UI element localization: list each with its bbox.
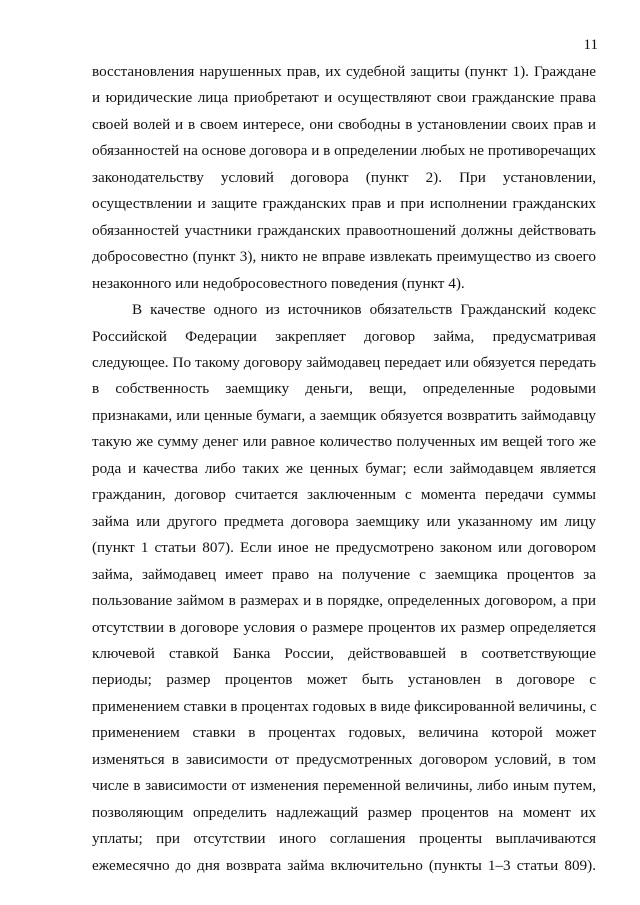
body-text bbox=[92, 59, 596, 879]
text-line: законодательству условий договора (пункт 2). При установлении, bbox=[92, 168, 596, 186]
text-line: добросовестно (пункт 3), никто не вправе извлекать преимущество из своего bbox=[92, 248, 596, 266]
text-line: следующее. По такому договору займодавец передает или обязуется передать bbox=[92, 353, 596, 371]
text-line: (пункт 1 статьи 807). Если иное не предусмотрено законом или договором bbox=[92, 539, 596, 557]
text-line: изменяться в зависимости от предусмотренных договором условий, в том bbox=[92, 750, 596, 768]
text-line: периоды; размер процентов может быть установлен в договоре с bbox=[92, 671, 596, 689]
text-line: уплаты; при отсутствии иного соглашения проценты выплачиваются bbox=[92, 830, 596, 848]
page-number: 11 bbox=[583, 37, 598, 53]
text-line: незаконного или недобросовестного поведения (пункт 4). bbox=[92, 274, 465, 292]
text-line: ключевой ставкой Банка России, действовавшей в соответствующие bbox=[92, 644, 596, 662]
text-line: займа или другого предмета договора заемщику или указанному им лицу bbox=[92, 512, 596, 530]
text-line: пользование займом в размерах и в порядке, определенных договором, а при bbox=[92, 592, 596, 610]
text-line: признаками, или ценные бумаги, а заемщик обязуется возвратить займодавцу bbox=[92, 406, 596, 424]
text-line: займа, займодавец имеет право на получение с заемщика процентов за bbox=[92, 565, 596, 583]
text-line: применением ставки в процентах годовых в виде фиксированной величины, с bbox=[92, 697, 597, 715]
text-line: своей волей и в своем интересе, они свободны в установлении своих прав и bbox=[92, 115, 596, 133]
text-line: в собственность заемщику деньги, вещи, определенные родовыми bbox=[92, 380, 596, 398]
text-line: отсутствии в договоре условия о размере процентов их размер определяется bbox=[92, 618, 596, 636]
text-line: Российской Федерации закрепляет договор займа, предусматривая bbox=[92, 327, 596, 345]
text-line: применением ставки в процентах годовых, величина которой может bbox=[92, 724, 596, 742]
text-line: такую же сумму денег или равное количество полученных им вещей того же bbox=[92, 433, 596, 451]
text-line: обязанностей на основе договора и в определении любых не противоречащих bbox=[92, 142, 597, 160]
paragraph-1 bbox=[92, 59, 596, 297]
text-line: восстановления нарушенных прав, их судебной защиты (пункт 1). Граждане bbox=[92, 63, 596, 80]
text-line: ежемесячно до дня возврата займа включительно (пункты 1–3 статьи 809). bbox=[92, 856, 596, 874]
text-line: обязанностей участники гражданских правоотношений должны действовать bbox=[92, 221, 596, 239]
text-line: гражданин, договор считается заключенным с момента передачи суммы bbox=[92, 486, 596, 504]
text-line: позволяющим определить надлежащий размер процентов на момент их bbox=[92, 803, 596, 821]
text-line: и юридические лица приобретают и осуществляют свои гражданские права bbox=[92, 89, 596, 107]
text-line: В качестве одного из источников обязательств Гражданский кодекс bbox=[132, 301, 596, 319]
text-line: осуществлении и защите гражданских прав и при исполнении гражданских bbox=[92, 195, 596, 213]
text-line: числе в зависимости от изменения переменной величины, либо иным путем, bbox=[92, 777, 596, 795]
paragraph-2 bbox=[92, 297, 596, 879]
text-line: рода и качества либо таких же ценных бумаг; если займодавцем является bbox=[92, 459, 596, 477]
